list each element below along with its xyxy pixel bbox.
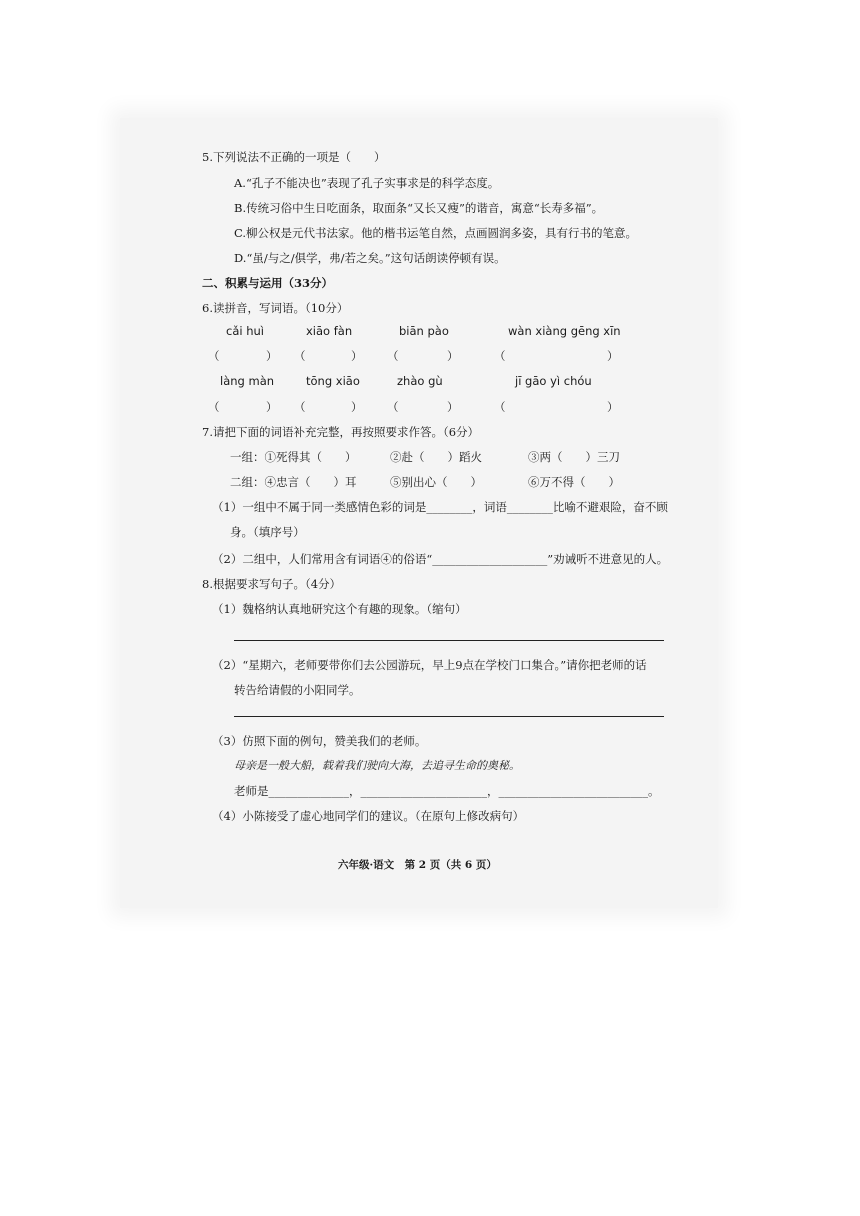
pinyin-4: wàn xiàng gēng xīn bbox=[508, 324, 621, 338]
paren-open: （ bbox=[494, 349, 506, 363]
pinyin-2: xiāo fàn bbox=[306, 324, 353, 338]
paren-open: （ bbox=[208, 400, 220, 414]
q5-option-a: A.“孔子不能决也”表现了孔子实事求是的科学态度。 bbox=[234, 176, 500, 190]
q7-group1-item3: ③两（ ）三刀 bbox=[528, 450, 620, 464]
q7-group1-item1: 一组：①死得其（ ） bbox=[230, 450, 357, 464]
answer-line bbox=[234, 716, 664, 717]
pinyin-7: zhào gù bbox=[397, 374, 443, 388]
q8-sentence4: （4）小陈接受了虚心地同学们的建议。（在原句上修改病句） bbox=[212, 809, 525, 823]
q5-option-d: D.“虽/与之/俱学，弗/若之矣。”这句话朗读停顿有误。 bbox=[234, 251, 506, 265]
q7-group2-item2: ⑤别出心（ ） bbox=[390, 475, 482, 489]
paren-open: （ bbox=[387, 349, 399, 363]
q8-example-sentence: 母亲是一般大船，载着我们驶向大海，去追寻生命的奥秘。 bbox=[234, 759, 520, 772]
paren-open: （ bbox=[294, 400, 306, 414]
q7-group1-item2: ②赴（ ）蹈火 bbox=[390, 450, 482, 464]
q7-sub1-line2: 身。（填序号） bbox=[230, 525, 305, 539]
pinyin-3: biān pào bbox=[399, 324, 449, 338]
paren-close: ） bbox=[351, 400, 363, 414]
paren-close: ） bbox=[607, 349, 619, 363]
paren-close: ） bbox=[447, 349, 459, 363]
pinyin-5: làng màn bbox=[220, 374, 275, 388]
paren-open: （ bbox=[494, 400, 506, 414]
q5-option-c: C.柳公权是元代书法家。他的楷书运笔自然，点画圆润多姿，具有行书的笔意。 bbox=[234, 226, 638, 240]
q7-title: 7.请把下面的词语补充完整，再按照要求作答。（6分） bbox=[202, 425, 480, 439]
pinyin-6: tōng xiāo bbox=[306, 374, 360, 388]
q7-group2-item1: 二组：④忠言（ ）耳 bbox=[230, 475, 357, 489]
paren-close: ） bbox=[447, 400, 459, 414]
q8-title: 8.根据要求写句子。（4分） bbox=[202, 577, 342, 591]
q6-title: 6.读拼音，写词语。（10分） bbox=[202, 301, 349, 315]
answer-line bbox=[234, 640, 664, 641]
page-footer: 六年级·语文 第 2 页（共 6 页） bbox=[338, 859, 497, 871]
q7-sub2: （2）二组中，人们常用含有词语④的俗语“____________________”劝诫听不进意见的人。 bbox=[212, 552, 669, 566]
paren-open: （ bbox=[294, 349, 306, 363]
q8-sentence3: （3）仿照下面的例句，赞美我们的老师。 bbox=[212, 734, 427, 748]
paren-close: ） bbox=[266, 400, 278, 414]
q8-sentence3-answer: 老师是______________，______________________，__________________________。 bbox=[234, 784, 660, 798]
q5-option-b: B.传统习俗中生日吃面条，取面条“又长又瘦”的谐音，寓意“长寿多福”。 bbox=[234, 201, 604, 215]
pinyin-1: cǎi huì bbox=[226, 324, 264, 338]
q7-sub1-line1: （1）一组中不属于同一类感情色彩的词是________，词语________比喻不避艰险，奋不顾 bbox=[212, 500, 668, 514]
q5-title: 5.下列说法不正确的一项是（ ） bbox=[202, 150, 386, 164]
q8-sentence2-line2: 转告给请假的小阳同学。 bbox=[234, 683, 361, 697]
section-2-title: 二、积累与运用（33分） bbox=[202, 276, 334, 290]
q7-group2-item3: ⑥万不得（ ） bbox=[528, 475, 620, 489]
paren-close: ） bbox=[266, 349, 278, 363]
paren-open: （ bbox=[208, 349, 220, 363]
q8-sentence2-line1: （2）“星期六，老师要带你们去公园游玩，早上9点在学校门口集合。”请你把老师的话 bbox=[212, 658, 647, 672]
paren-close: ） bbox=[351, 349, 363, 363]
paren-open: （ bbox=[387, 400, 399, 414]
pinyin-8: jī gāo yì chóu bbox=[515, 374, 592, 388]
paren-close: ） bbox=[607, 400, 619, 414]
q8-sentence1: （1）魏格纳认真地研究这个有趣的现象。（缩句） bbox=[212, 602, 467, 616]
